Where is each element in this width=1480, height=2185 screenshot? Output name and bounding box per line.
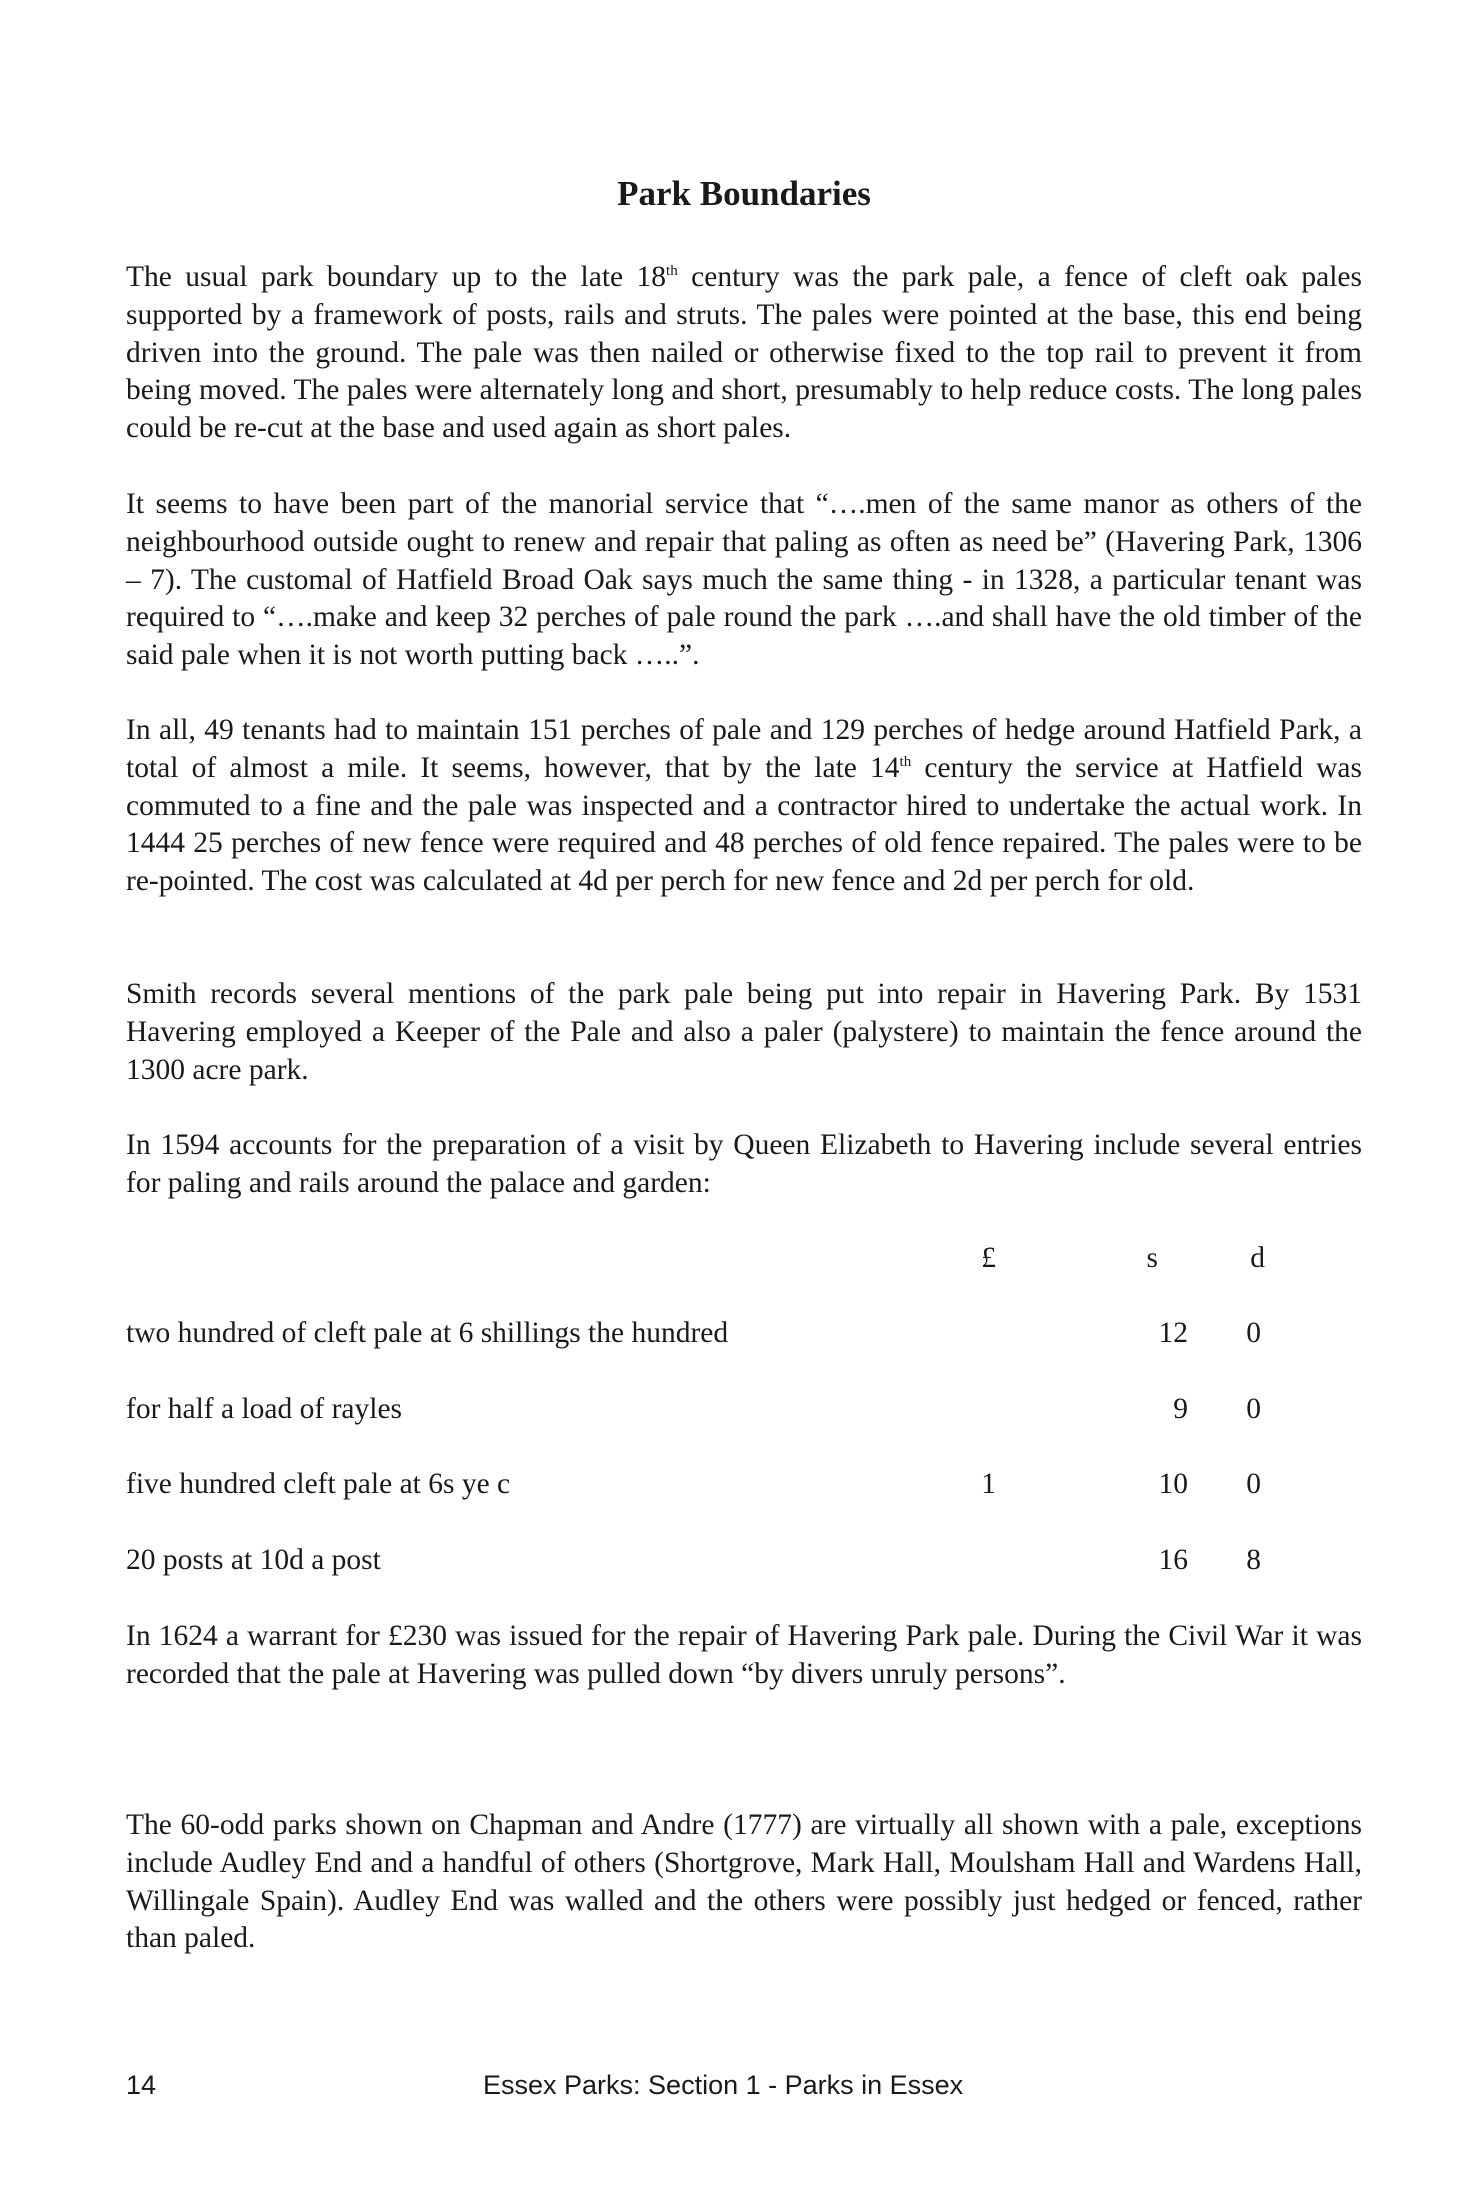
row-pence: 0 [1246,1317,1261,1349]
row-shillings: 12 [1158,1317,1188,1349]
row-shillings: 16 [1158,1544,1188,1576]
table-row [126,1542,1362,1579]
page-number: 14 [126,2070,157,2100]
paragraph-hatfield-tenants: In all, 49 tenants had to maintain 151 perches of pale and 129 perches of hedge around Hatfield Park, a total of almost a mile. It seems, however, that by the late 14th century the service at Hatfield was commuted to a fine and the pale was inspected and a contractor hired to undertake the actual work. In 1444 25 perches of new fence were required and 48 perches of old fence repaired. The pales were to be re-pointed. The cost was calculated at 4d per perch for new fence and 2d per perch for old. [126,714,1362,898]
paragraph-manorial-service: It seems to have been part of the manorial service that “….men of the same manor as others of the neighbourhood outside ought to renew and repair that paling as often as need be” (Havering Park, 1306 – 7). The customal of Hatfield Broad Oak says much the same thing - in 1328, a particular tenant was required to “….make and keep 32 perches of pale round the park ….and shall have the old timber of the said pale when it is not worth putting back …..”. [126,488,1362,672]
row-description: 20 posts at 10d a post [126,1544,381,1576]
page-title: Park Boundaries [617,174,871,213]
paragraph-chapman-andre: The 60-odd parks shown on Chapman and Andre (1777) are virtually all shown with a pale, exceptions include Audley End and a handful of others (Shortgrove, Mark Hall, Moulsham Hall and Wardens Hall, Willingale Spain). Audley End was walled and the others were possibly just hedged or fenced, rather than paled. [126,1809,1362,1955]
header-pounds: £ [981,1242,996,1274]
paragraph-civil-war: In 1624 a warrant for £230 was issued for the repair of Havering Park pale. During the Civil War it was recorded that the pale at Havering was pulled down “by divers unruly persons”. [126,1620,1362,1690]
row-pounds: 1 [981,1468,996,1500]
table-row [126,1391,1362,1428]
table-row [126,1466,1362,1503]
row-pence: 8 [1246,1544,1261,1576]
paragraph-pale-description: The usual park boundary up to the late 18th century was the park pale, a fence of cleft oak pales supported by a framework of posts, rails and struts. The pales were pointed at the base, this end being driven into the ground. The pale was then nailed or otherwise fixed to the top rail to prevent it from being moved. The pales were alternately long and short, presumably to help reduce costs. The long pales could be re-cut at the base and used again as short pales. [126,261,1362,445]
row-shillings: 10 [1158,1468,1188,1500]
running-title: Essex Parks: Section 1 - Parks in Essex [483,2070,964,2100]
row-description: for half a load of rayles [126,1393,403,1425]
row-pence: 0 [1246,1393,1261,1425]
paragraph-havering-repair: Smith records several mentions of the park pale being put into repair in Havering Park. By 1531 Havering employed a Keeper of the Pale and also a paler (palystere) to maintain the fence around the 1300 acre park. [126,978,1362,1086]
paragraph-queen-elizabeth-visit: In 1594 accounts for the preparation of a visit by Queen Elizabeth to Havering include several entries for paling and rails around the palace and garden: [126,1129,1362,1199]
header-shillings: s [1146,1242,1158,1274]
table-header-row [126,1240,1362,1277]
row-description: five hundred cleft pale at 6s ye c [126,1468,511,1500]
page-footer [126,2067,1362,2103]
table-row [126,1315,1362,1352]
document-page [126,0,1362,2185]
row-shillings: 9 [1173,1393,1188,1425]
row-pence: 0 [1246,1468,1261,1500]
row-description: two hundred of cleft pale at 6 shillings the hundred [126,1317,729,1349]
header-pence: d [1250,1242,1265,1274]
